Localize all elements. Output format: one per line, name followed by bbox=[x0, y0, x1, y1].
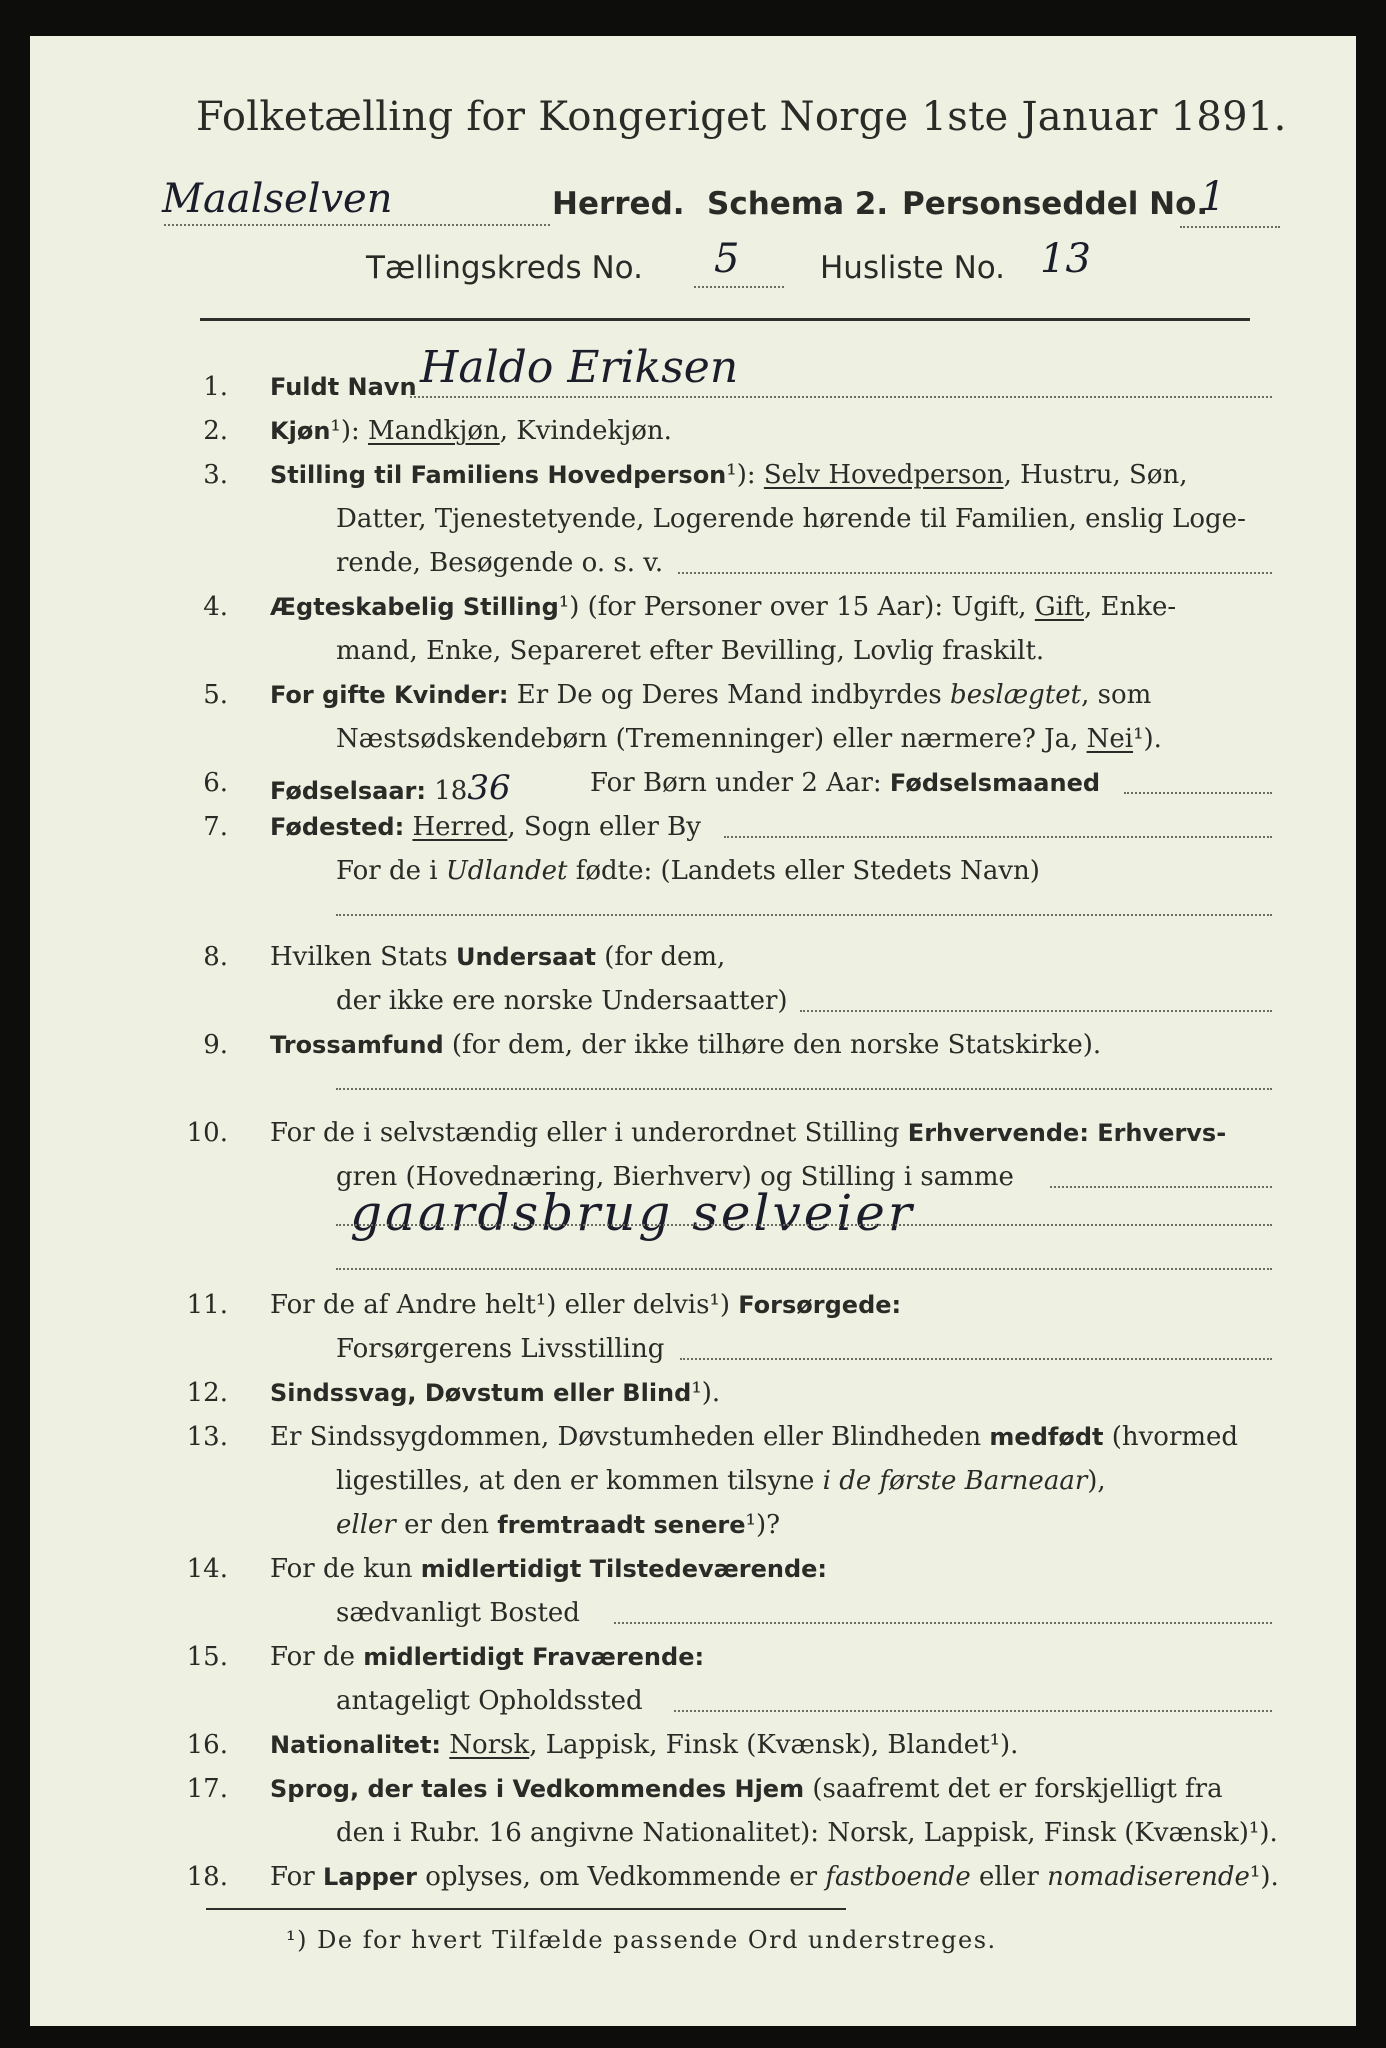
item-13-line2b: ), bbox=[1087, 1466, 1106, 1496]
item-1-number: 1. bbox=[203, 372, 228, 402]
item-17-line2: den i Rubr. 16 angivne Nationalitet): Norsk, Lappisk, Finsk (Kvænsk)¹). bbox=[336, 1818, 1278, 1848]
item-7-label: Fødested: bbox=[270, 813, 405, 841]
item-11-number: 11. bbox=[186, 1290, 228, 1320]
item-18-italic1: fastboende bbox=[825, 1862, 971, 1892]
item-13-rest: (hvormed bbox=[1111, 1422, 1239, 1452]
item-15-dotline bbox=[674, 1710, 1272, 1712]
item-18-rest: ¹). bbox=[1249, 1862, 1279, 1892]
item-5-line2a: Næstsødskendebørn (Tremenninger) eller nærmere? Ja, bbox=[336, 724, 1079, 754]
item-18-label: Lapper bbox=[322, 1863, 417, 1891]
item-6-part2 bbox=[590, 768, 1100, 798]
item-6-dotline bbox=[1124, 792, 1272, 794]
item-16-option-selected: Norsk bbox=[449, 1730, 530, 1760]
item-7-option-selected: Herred bbox=[412, 812, 508, 842]
item-5-label: For gifte Kvinder: bbox=[270, 681, 509, 709]
item-16-label: Nationalitet: bbox=[270, 1731, 442, 1759]
item-13-pre: Er Sindssygdommen, Døvstumheden eller Blindheden bbox=[270, 1422, 982, 1452]
item-1 bbox=[270, 372, 417, 402]
item-13-line3a: er den bbox=[404, 1510, 489, 1540]
husliste-label: Husliste No. bbox=[820, 250, 1006, 286]
item-2-rest: , Kvindekjøn. bbox=[499, 416, 672, 446]
item-14 bbox=[270, 1554, 827, 1584]
item-15 bbox=[270, 1642, 704, 1672]
item-4-option-selected: Gift bbox=[1034, 592, 1084, 622]
item-10-dotline bbox=[1050, 1186, 1272, 1188]
item-12-number: 12. bbox=[186, 1378, 228, 1408]
item-8-pre: Hvilken Stats bbox=[270, 942, 448, 972]
item-8 bbox=[270, 942, 725, 972]
item-7-rest: , Sogn eller By bbox=[507, 812, 701, 842]
item-12 bbox=[270, 1378, 720, 1408]
item-13-number: 13. bbox=[186, 1422, 228, 1452]
item-5-line2 bbox=[336, 724, 1162, 754]
item-4-rest: , Enke- bbox=[1083, 592, 1177, 622]
item-5-number: 5. bbox=[203, 680, 228, 710]
item-16-number: 16. bbox=[186, 1730, 228, 1760]
item-7-line2b: fødte: (Landets eller Stedets Navn) bbox=[575, 856, 1040, 886]
item-17-rest: (saafremt det er forskjelligt fra bbox=[812, 1774, 1223, 1804]
husliste-value: 13 bbox=[1040, 236, 1091, 282]
item-7-dotline bbox=[724, 836, 1272, 838]
item-18-pre: For bbox=[270, 1862, 315, 1892]
header-rule bbox=[200, 318, 1250, 321]
item-5-rest: , som bbox=[1081, 680, 1152, 710]
item-13-line3 bbox=[336, 1510, 780, 1540]
item-5-option-selected: Nei bbox=[1086, 724, 1134, 754]
item-6-prefix: 18 bbox=[434, 776, 468, 806]
item-1-label: Fuldt Navn bbox=[270, 373, 417, 401]
item-4-pre: ¹) (for Personer over 15 Aar): Ugift, bbox=[558, 592, 1027, 622]
item-15-label: midlertidigt Fraværende: bbox=[363, 1643, 705, 1671]
item-8-label: Undersaat bbox=[455, 943, 596, 971]
item-4-number: 4. bbox=[203, 592, 228, 622]
form-title: Folketælling for Kongeriget Norge 1ste Januar 1891. bbox=[196, 94, 1287, 140]
item-3-sup: ¹): bbox=[726, 460, 756, 490]
item-2-number: 2. bbox=[203, 416, 228, 446]
footnote: ¹) De for hvert Tilfælde passende Ord understreges. bbox=[286, 1926, 997, 1954]
herred-label: Herred. bbox=[552, 186, 685, 222]
item-6-label: Fødselsaar: bbox=[270, 777, 426, 805]
item-16 bbox=[270, 1730, 1018, 1760]
item-15-number: 15. bbox=[186, 1642, 228, 1672]
item-11-pre: For de af Andre helt¹) eller delvis¹) bbox=[270, 1290, 730, 1320]
item-10 bbox=[270, 1118, 1226, 1148]
herred-value: Maalselven bbox=[162, 176, 393, 222]
item-9 bbox=[270, 1030, 1101, 1060]
item-13-line3i: eller bbox=[336, 1510, 396, 1540]
item-10-pre: For de i selvstændig eller i underordnet Stilling bbox=[270, 1118, 900, 1148]
item-14-line2: sædvanligt Bosted bbox=[336, 1598, 580, 1628]
item-11-dotline bbox=[680, 1358, 1272, 1360]
item-16-rest: , Lappisk, Finsk (Kvænsk), Blandet¹). bbox=[529, 1730, 1019, 1760]
item-12-label: Sindssvag, Døvstum eller Blind bbox=[270, 1379, 692, 1407]
item-18-number: 18. bbox=[186, 1862, 228, 1892]
item-10-number: 10. bbox=[186, 1118, 228, 1148]
item-13 bbox=[270, 1422, 1238, 1452]
item-13-line2 bbox=[336, 1466, 1106, 1496]
item-13-line2i: i de første Barneaar bbox=[822, 1466, 1088, 1496]
item-18 bbox=[270, 1862, 1279, 1892]
item-10-label: Erhvervende: bbox=[907, 1119, 1089, 1147]
personseddel-label: Personseddel No. bbox=[902, 186, 1209, 222]
kreds-dotline bbox=[694, 286, 784, 288]
item-5-pre: Er De og Deres Mand indbyrdes bbox=[516, 680, 942, 710]
item-3-line3: rende, Besøgende o. s. v. bbox=[336, 548, 664, 578]
item-13-label: medfødt bbox=[989, 1423, 1104, 1451]
personseddel-dotline bbox=[1180, 226, 1280, 228]
item-14-label: midlertidigt Tilstedeværende: bbox=[420, 1555, 828, 1583]
item-13-line2a: ligestilles, at den er kommen tilsyne bbox=[336, 1466, 815, 1496]
item-7-line2a: For de i bbox=[336, 856, 438, 886]
item-13-line3b: ¹)? bbox=[745, 1510, 781, 1540]
item-15-pre: For de bbox=[270, 1642, 355, 1672]
item-7-line2i: Udlandet bbox=[445, 856, 568, 886]
item-6-mid: For Børn under 2 Aar: bbox=[590, 768, 882, 798]
item-14-dotline bbox=[614, 1622, 1272, 1624]
item-17 bbox=[270, 1774, 1223, 1804]
item-18-italic2: nomadiserende bbox=[1047, 1862, 1250, 1892]
item-8-number: 8. bbox=[203, 942, 228, 972]
item-11-label: Forsørgede: bbox=[738, 1291, 902, 1319]
item-11 bbox=[270, 1290, 901, 1320]
item-6-number: 6. bbox=[203, 768, 228, 798]
item-10-line2: gren (Hovednæring, Bierhverv) og Stilling i samme bbox=[336, 1162, 1014, 1192]
item-3 bbox=[270, 460, 1188, 490]
item-8-line2: der ikke ere norske Undersaatter) bbox=[336, 986, 788, 1016]
item-4-label: Ægteskabelig Stilling bbox=[270, 593, 559, 621]
item-17-label: Sprog, der tales i Vedkommendes Hjem bbox=[270, 1775, 805, 1803]
item-15-line2: antageligt Opholdssted bbox=[336, 1686, 643, 1716]
item-18-mid: oplyses, om Vedkommende er bbox=[425, 1862, 818, 1892]
kreds-label: Tællingskreds No. bbox=[366, 250, 643, 286]
census-form bbox=[30, 36, 1356, 2026]
item-10-dotline3 bbox=[336, 1268, 1272, 1270]
kreds-value: 5 bbox=[714, 236, 740, 282]
item-5-line2b: ¹). bbox=[1133, 724, 1162, 754]
item-10-label2: Erhvervs- bbox=[1097, 1119, 1227, 1147]
herred-dotline bbox=[164, 224, 550, 226]
item-7 bbox=[270, 812, 701, 842]
item-6-label2: Fødselsmaaned bbox=[889, 769, 1101, 797]
item-18-mid2: eller bbox=[978, 1862, 1039, 1892]
item-9-label: Trossamfund bbox=[270, 1031, 444, 1059]
item-3-label: Stilling til Familiens Hovedperson bbox=[270, 461, 727, 489]
item-13-label3: fremtraadt senere bbox=[497, 1511, 746, 1539]
item-1-dotline bbox=[410, 396, 1272, 398]
item-9-number: 9. bbox=[203, 1030, 228, 1060]
item-3-rest: , Hustru, Søn, bbox=[1003, 460, 1188, 490]
item-6 bbox=[270, 768, 511, 808]
item-7-dotline2 bbox=[336, 914, 1272, 916]
item-7-number: 7. bbox=[203, 812, 228, 842]
item-10-dotline2 bbox=[336, 1224, 1272, 1226]
item-9-dotline bbox=[336, 1088, 1272, 1090]
item-5 bbox=[270, 680, 1151, 710]
item-4 bbox=[270, 592, 1176, 622]
item-3-line2: Datter, Tjenestetyende, Logerende hørende til Familien, enslig Loge- bbox=[336, 504, 1246, 534]
item-9-rest: (for dem, der ikke tilhøre den norske Statskirke). bbox=[451, 1030, 1102, 1060]
item-3-dotline bbox=[678, 572, 1272, 574]
item-2-label: Kjøn bbox=[270, 417, 331, 445]
personseddel-value: 1 bbox=[1200, 174, 1226, 220]
footnote-rule bbox=[206, 1908, 846, 1910]
item-14-number: 14. bbox=[186, 1554, 228, 1584]
schema-label: Schema 2. bbox=[707, 186, 889, 222]
item-11-line2: Forsørgerens Livsstilling bbox=[336, 1334, 665, 1364]
item-3-option-selected: Selv Hovedperson bbox=[763, 460, 1004, 490]
item-3-number: 3. bbox=[203, 460, 228, 490]
item-2-sup: ¹): bbox=[330, 416, 360, 446]
item-4-line2: mand, Enke, Separeret efter Bevilling, Lovlig fraskilt. bbox=[336, 636, 1045, 666]
item-6-year-value: 36 bbox=[467, 768, 511, 808]
item-17-number: 17. bbox=[186, 1774, 228, 1804]
item-5-italic: beslægtet bbox=[950, 680, 1082, 710]
item-12-rest: ¹). bbox=[691, 1378, 721, 1408]
item-14-pre: For de kun bbox=[270, 1554, 413, 1584]
item-8-dotline bbox=[800, 1010, 1272, 1012]
item-7-line2 bbox=[336, 856, 1040, 886]
item-10-occupation-value: gaardsbrug selveier bbox=[350, 1184, 915, 1242]
item-1-name-value: Haldo Eriksen bbox=[420, 342, 739, 393]
item-2 bbox=[270, 416, 672, 446]
item-2-option-selected: Mandkjøn bbox=[368, 416, 500, 446]
item-8-rest: (for dem, bbox=[604, 942, 726, 972]
